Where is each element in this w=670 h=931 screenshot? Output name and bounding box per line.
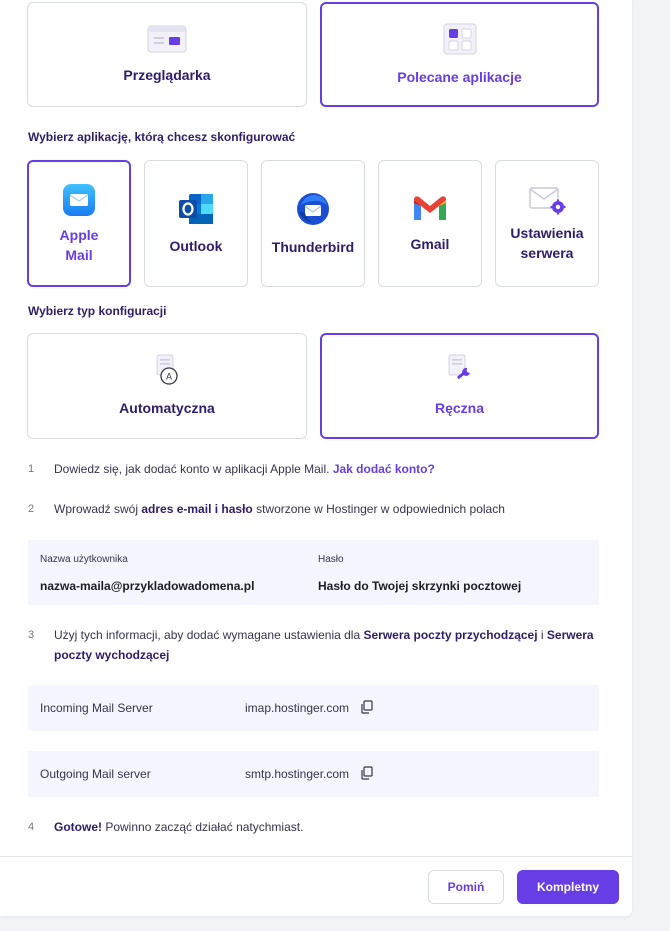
username-label: Nazwa użytkownika xyxy=(40,554,128,565)
apple-mail-icon xyxy=(62,183,96,217)
svg-text:A: A xyxy=(165,371,173,382)
incoming-server-row xyxy=(28,685,599,731)
app-card-gmail[interactable] xyxy=(378,160,482,287)
incoming-server-value: imap.hostinger.com xyxy=(245,701,350,715)
step-2: 2 Wprowadź swój adres e-mail i hasło stworzone w Hostinger w odpowiednich polach xyxy=(28,499,598,519)
browser-option-card[interactable] xyxy=(27,2,307,107)
wrench-icon xyxy=(446,354,474,388)
step-3: 3 Użyj tych informacji, aby dodać wymagane ustawienia dla Serwera poczty przychodzącej i Serwera poczty wychodzącej xyxy=(28,625,598,665)
browser-icon xyxy=(147,25,187,53)
footer-divider xyxy=(0,856,632,857)
outgoing-server-label: Outgoing Mail server xyxy=(40,767,151,781)
mail-settings-icon xyxy=(527,185,567,215)
recommended-apps-option-card[interactable] xyxy=(320,2,599,107)
app-card-label: Outlook xyxy=(169,237,223,254)
copy-icon[interactable] xyxy=(360,700,374,714)
outlook-icon xyxy=(177,192,215,226)
app-card-label: Thunderbird xyxy=(271,238,355,255)
app-card-server-settings[interactable] xyxy=(495,160,599,287)
username-value: nazwa-maila@przykladowadomena.pl xyxy=(40,579,255,593)
config-manual-card[interactable] xyxy=(320,333,599,439)
app-card-thunderbird[interactable] xyxy=(261,160,365,287)
copy-icon[interactable] xyxy=(360,766,374,780)
step-4: 4 Gotowe! Powinno zacząć działać natychmiast. xyxy=(28,817,598,837)
step-number: 3 xyxy=(28,629,35,641)
app-card-label: Apple Mail xyxy=(59,226,99,263)
config-type-title: Wybierz typ konfiguracji xyxy=(28,304,167,318)
password-value: Hasło do Twojej skrzynki pocztowej xyxy=(318,579,522,593)
app-card-label: Gmail xyxy=(410,235,450,252)
choose-app-title: Wybierz aplikację, którą chcesz skonfigurować xyxy=(28,130,296,144)
how-to-add-account-link[interactable]: Jak dodać konto? xyxy=(332,462,435,476)
config-manual-label: Ręczna xyxy=(434,400,485,416)
browser-option-label: Przeglądarka xyxy=(123,66,211,83)
recommended-apps-option-label: Polecane aplikacje xyxy=(397,68,522,85)
step-text: Dowiedz się, jak dodać konto w aplikacji Apple Mail. xyxy=(54,462,333,476)
incoming-server-label: Incoming Mail Server xyxy=(40,701,153,715)
apps-grid-icon xyxy=(443,23,477,55)
automatic-config-icon xyxy=(153,354,181,388)
credentials-box xyxy=(28,540,599,605)
skip-button[interactable]: Pomiń xyxy=(428,870,504,904)
step-number: 1 xyxy=(28,463,35,475)
password-label: Hasło xyxy=(318,554,344,565)
step-number: 4 xyxy=(28,821,35,833)
outgoing-server-value: smtp.hostinger.com xyxy=(245,767,350,781)
app-card-outlook[interactable] xyxy=(144,160,248,287)
step-1 xyxy=(28,459,598,479)
step-number: 2 xyxy=(28,503,35,515)
thunderbird-icon xyxy=(295,191,331,227)
config-automatic-label: Automatyczna xyxy=(119,400,215,416)
complete-button[interactable]: Kompletny xyxy=(517,870,619,904)
config-automatic-card[interactable] xyxy=(27,333,307,439)
outgoing-server-row xyxy=(28,751,599,797)
app-card-apple-mail[interactable] xyxy=(27,160,131,287)
app-card-label: Ustawienia serwera xyxy=(510,224,584,261)
gmail-icon xyxy=(412,194,448,222)
